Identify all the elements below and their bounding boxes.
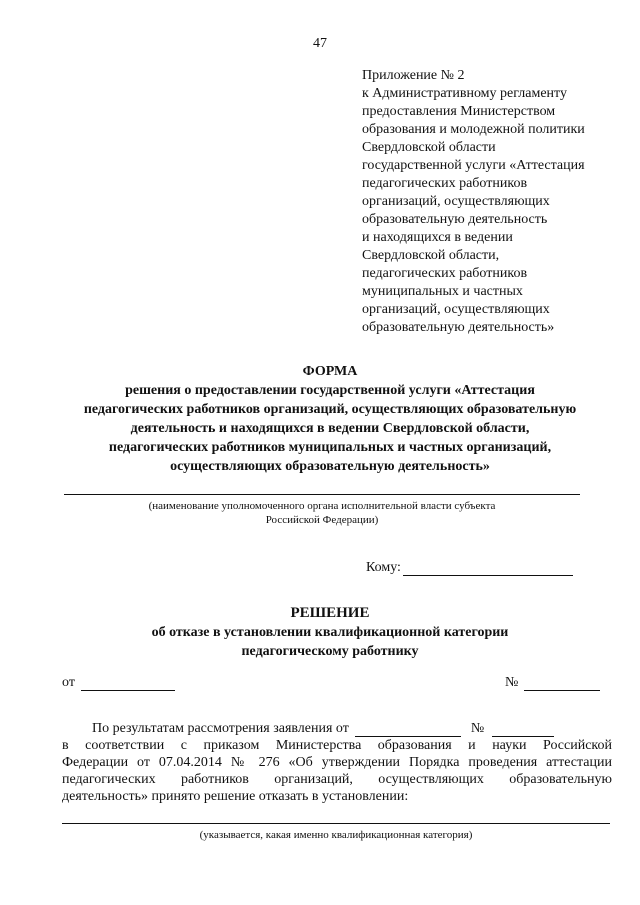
authority-caption-line: Российской Федерации) — [265, 514, 379, 526]
recipient-field-line[interactable] — [403, 560, 573, 576]
appendix-line: организаций, осуществляющих — [362, 194, 550, 209]
appendix-line: Свердловской области, — [362, 248, 500, 263]
form-title: ФОРМА — [302, 364, 358, 379]
decision-header — [40, 604, 620, 661]
authority-caption — [64, 499, 580, 527]
appendix-line: Свердловской области — [362, 140, 496, 155]
category-line[interactable] — [62, 823, 610, 824]
decision-title: РЕШЕНИЕ — [290, 605, 370, 621]
form-subtitle-line: педагогических работников муниципальных и частных организаций, — [108, 440, 552, 455]
application-number-label: № — [470, 721, 485, 736]
paragraph-line: педагогических работников организаций, осуществляющих образовательную — [62, 772, 612, 787]
paragraph-start: По результатам рассмотрения заявления от — [92, 721, 349, 736]
form-subtitle-line: осуществляющих образовательную деятельность» — [170, 459, 490, 474]
appendix-line: образовательную деятельность» — [362, 320, 555, 335]
form-subtitle-line: деятельность и находящихся в ведении Свердловской области, — [130, 421, 530, 436]
decision-paragraph — [62, 720, 612, 805]
to-label: Кому: — [366, 560, 401, 575]
decision-number-line[interactable] — [524, 676, 600, 691]
form-header — [40, 362, 620, 476]
application-reference-row — [62, 720, 612, 737]
application-date-line[interactable] — [355, 723, 461, 737]
appendix-line: и находящихся в ведении — [362, 230, 513, 245]
decision-date-row — [62, 675, 175, 691]
decision-subtitle-line: об отказе в установлении квалификационной категории — [151, 625, 509, 640]
authority-name-line[interactable] — [64, 494, 580, 495]
appendix-line: Приложение № 2 — [362, 68, 465, 83]
appendix-note — [362, 67, 622, 337]
decision-subtitle-line: педагогическому работнику — [241, 644, 419, 659]
paragraph-line: деятельность» принято решение отказать в установлении: — [62, 789, 409, 804]
form-subtitle-line: решения о предоставлении государственной услуги «Аттестация — [125, 383, 535, 398]
appendix-line: предоставления Министерством — [362, 104, 556, 119]
appendix-line: организаций, осуществляющих — [362, 302, 550, 317]
authority-caption-line: (наименование уполномоченного органа исполнительной власти субъекта — [148, 500, 496, 512]
recipient-row — [366, 560, 573, 576]
category-caption: (указывается, какая именно квалификационная категория) — [199, 829, 473, 841]
paragraph-line: в соответствии с приказом Министерства образования и науки Российской — [62, 738, 612, 753]
appendix-line: педагогических работников — [362, 176, 528, 191]
page-number: 47 — [313, 36, 327, 51]
form-subtitle-line: педагогических работников организаций, осуществляющих образовательную — [83, 402, 577, 417]
appendix-line: муниципальных и частных — [362, 284, 523, 299]
decision-number-row — [505, 675, 600, 691]
appendix-line: к Административному регламенту — [362, 86, 567, 101]
decision-date-line[interactable] — [81, 676, 175, 691]
appendix-line: образования и молодежной политики — [362, 122, 585, 137]
paragraph-line: Федерации от 07.04.2014 № 276 «Об утверждении Порядка проведения аттестации — [62, 755, 612, 770]
application-number-line[interactable] — [492, 723, 554, 737]
appendix-line: образовательную деятельность — [362, 212, 548, 227]
from-label: от — [62, 675, 75, 690]
appendix-line: государственной услуги «Аттестация — [362, 158, 585, 173]
number-label: № — [505, 675, 519, 690]
appendix-line: педагогических работников — [362, 266, 528, 281]
